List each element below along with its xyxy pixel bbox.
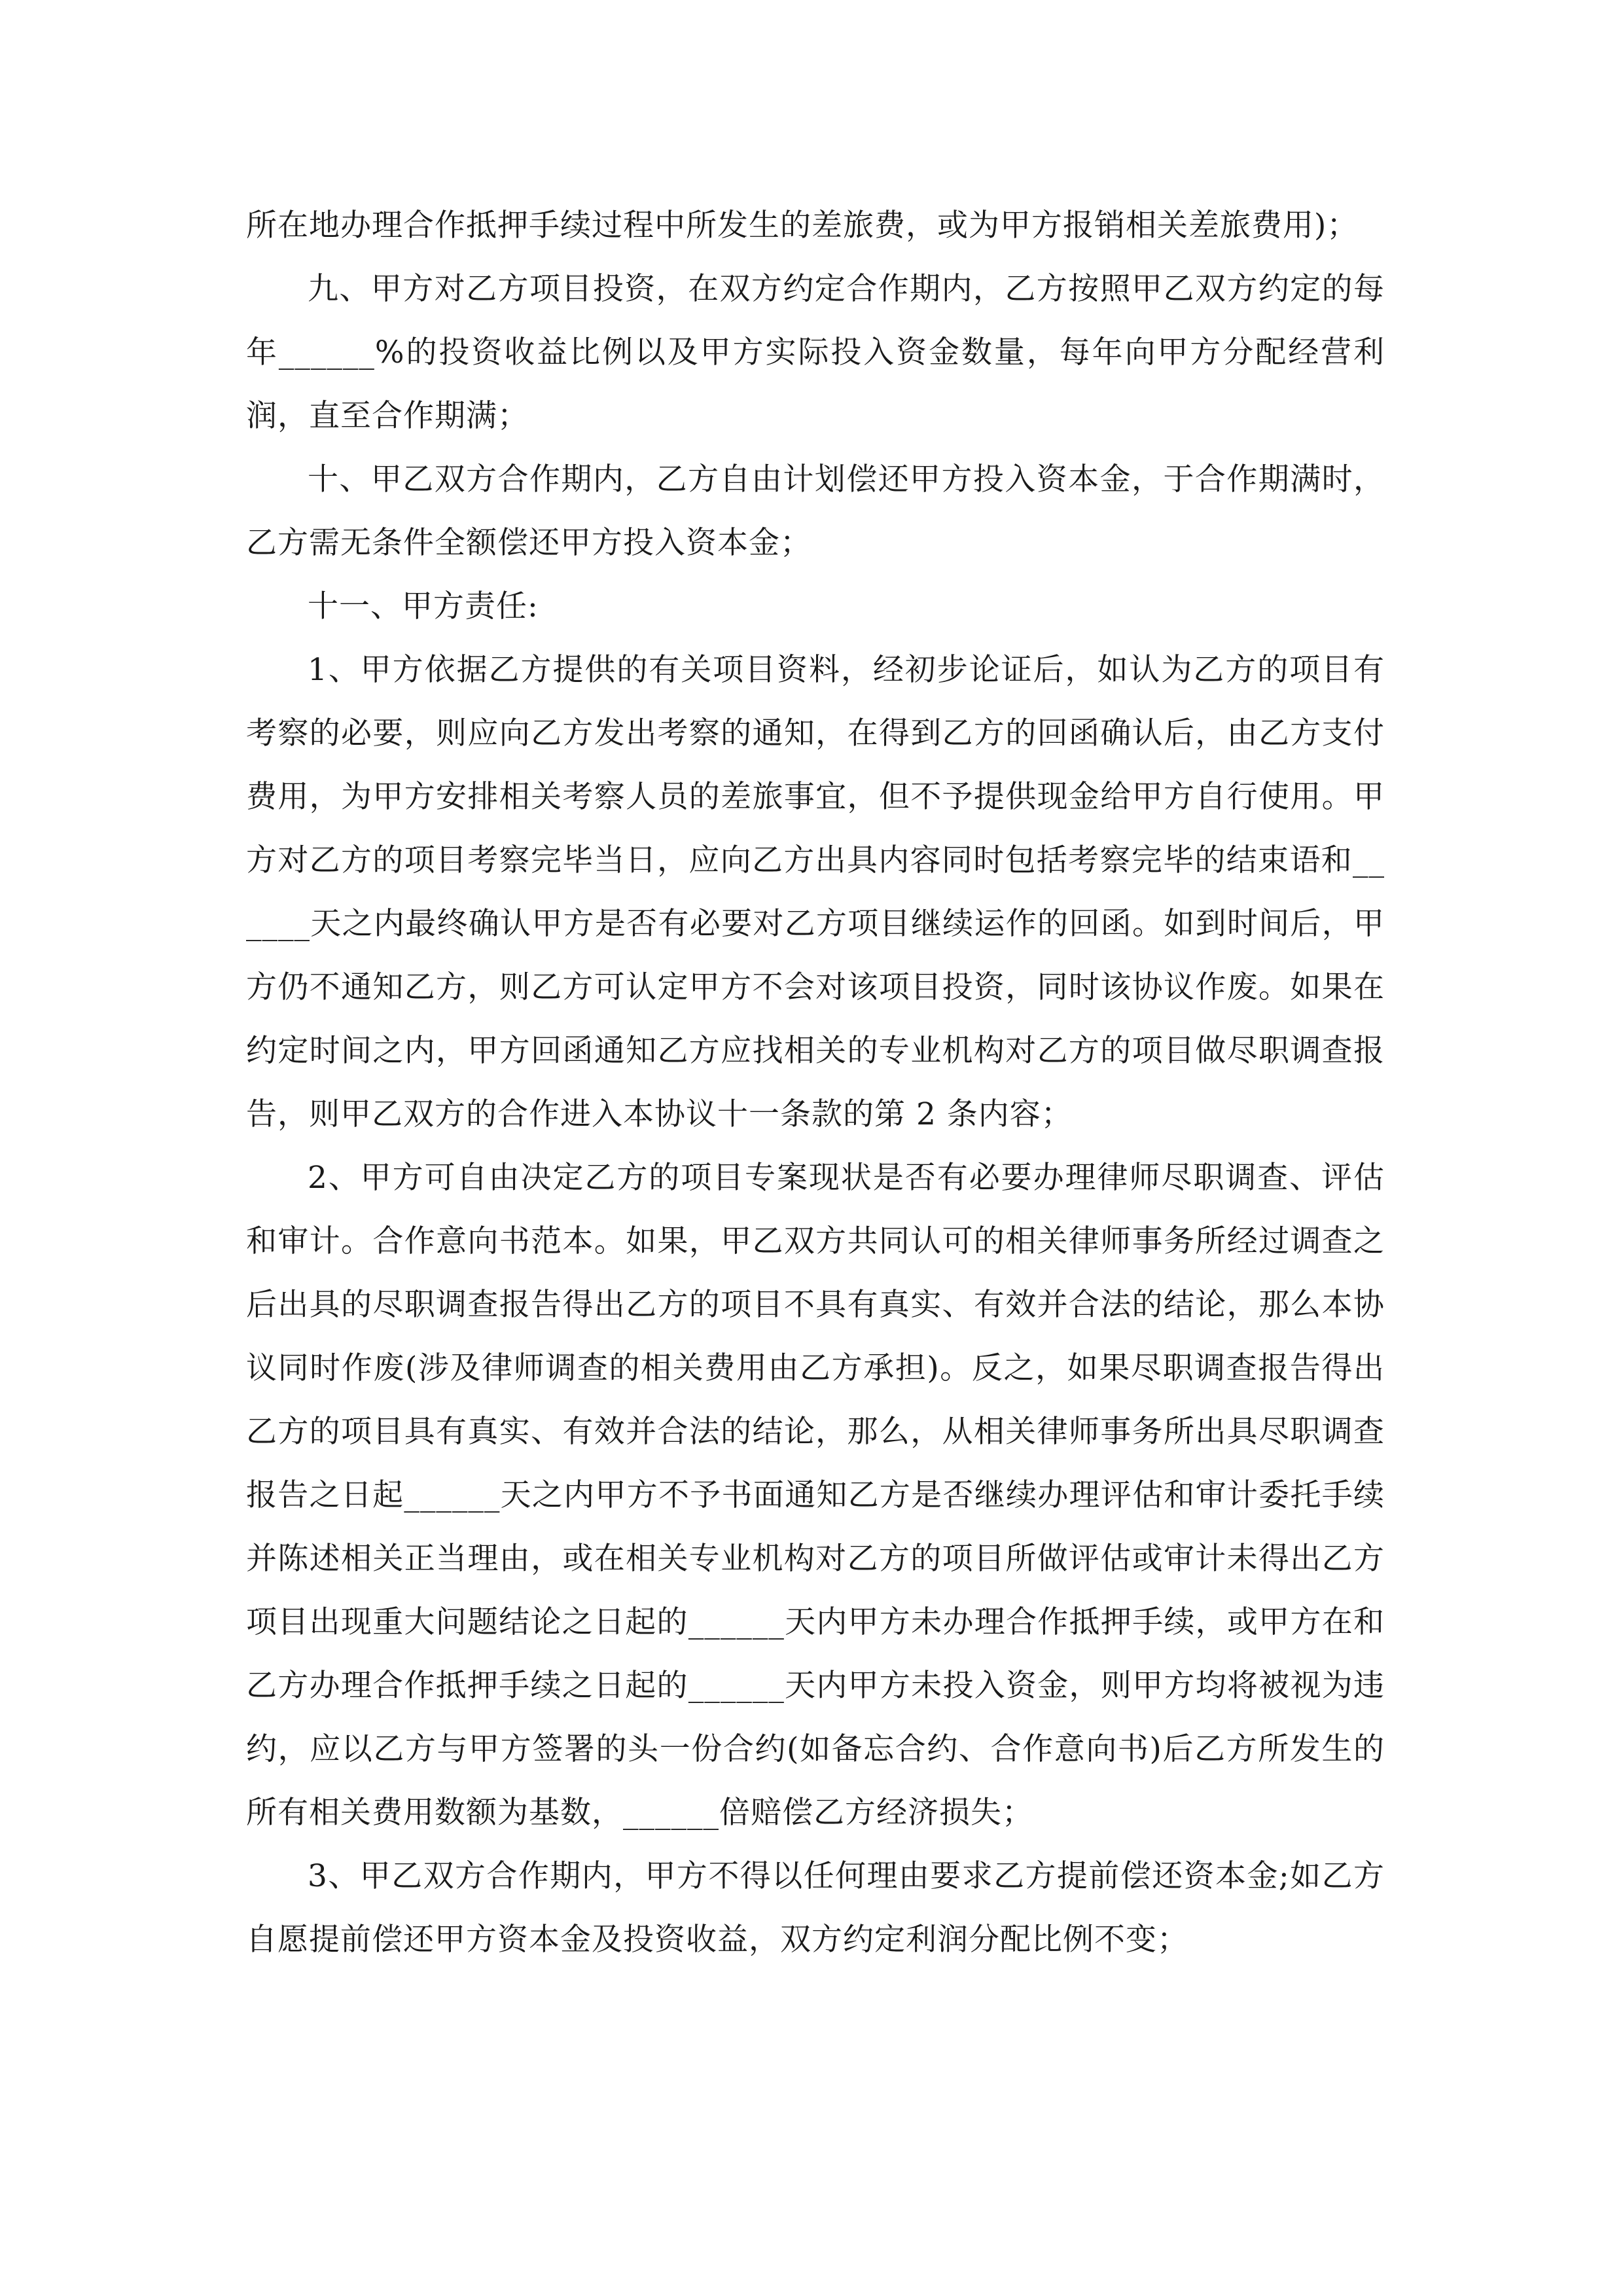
paragraph-item-3: 3、甲乙双方合作期内，甲方不得以任何理由要求乙方提前偿还资本金;如乙方自愿提前偿还甲方资本金及投资收益，双方约定利润分配比例不变；	[246, 1858, 1385, 1958]
paragraph-clause-10: 十、甲乙双方合作期内，乙方自由计划偿还甲方投入资本金，于合作期满时，乙方需无条件全额偿还甲方投入资本金；	[246, 461, 1385, 561]
document-body	[246, 194, 1385, 1971]
paragraph-clause-11-heading: 十一、甲方责任:	[308, 588, 539, 624]
paragraph-clause-9: 九、甲方对乙方项目投资，在双方约定合作期内，乙方按照甲乙双方约定的每年______%的投资收益比例以及甲方实际投入资金数量，每年向甲方分配经营利润，直至合作期满；	[246, 271, 1385, 434]
paragraph-travel-expenses: 所在地办理合作抵押手续过程中所发生的差旅费，或为甲方报销相关差旅费用)；	[246, 207, 1359, 243]
paragraph-item-1: 1、甲方依据乙方提供的有关项目资料，经初步论证后，如认为乙方的项目有考察的必要，则应向乙方发出考察的通知，在得到乙方的回函确认后，由乙方支付费用，为甲方安排相关考察人员的差旅事宜，但不予提供现金给甲方自行使用。甲方对乙方的项目考察完毕当日，应向乙方出具内容同时包括考察完毕的结束语和______天之内最终确认甲方是否有必要对乙方项目继续运作的回函。如到时间后，甲方仍不通知乙方，则乙方可认定甲方不会对该项目投资，同时该协议作废。如果在约定时间之内，甲方回函通知乙方应找相关的专业机构对乙方的项目做尽职调查报告，则甲乙双方的合作进入本协议十一条款的第 2 条内容；	[246, 652, 1385, 1132]
paragraph-item-2: 2、甲方可自由决定乙方的项目专案现状是否有必要办理律师尽职调查、评估和审计。合作意向书范本。如果，甲乙双方共同认可的相关律师事务所经过调查之后出具的尽职调查报告得出乙方的项目不具有真实、有效并合法的结论，那么本协议同时作废(涉及律师调查的相关费用由乙方承担)。反之，如果尽职调查报告得出乙方的项目具有真实、有效并合法的结论，那么，从相关律师事务所出具尽职调查报告之日起______天之内甲方不予书面通知乙方是否继续办理评估和审计委托手续并陈述相关正当理由，或在相关专业机构对乙方的项目所做评估或审计未得出乙方项目出现重大问题结论之日起的______天内甲方未办理合作抵押手续，或甲方在和乙方办理合作抵押手续之日起的______天内甲方未投入资金，则甲方均将被视为违约，应以乙方与甲方签署的头一份合约(如备忘合约、合作意向书)后乙方所发生的所有相关费用数额为基数，______倍赔偿乙方经济损失；	[246, 1160, 1385, 1831]
